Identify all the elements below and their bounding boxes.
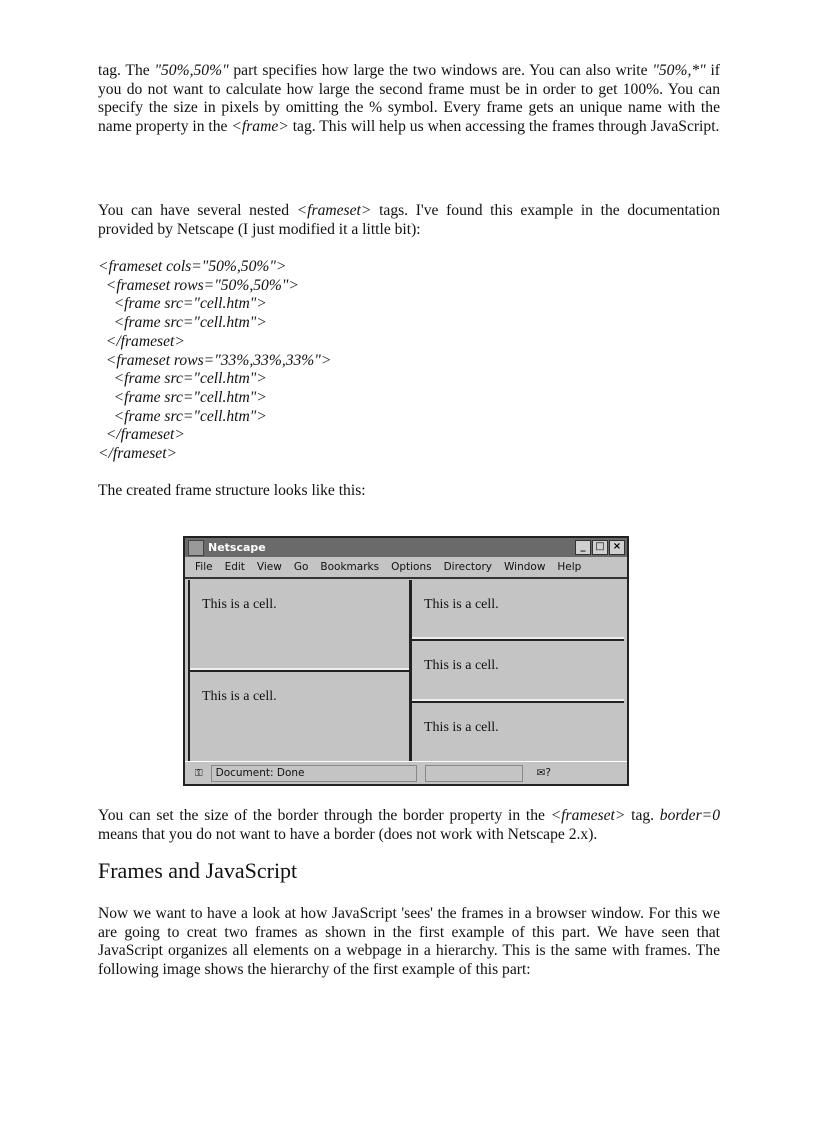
minimize-icon: _ <box>575 540 591 555</box>
menu-window: Window <box>504 561 546 573</box>
code-line: <frameset cols="50%,50%"> <box>98 258 287 275</box>
section-heading: Frames and JavaScript <box>98 858 298 883</box>
code-line: </frameset> <box>98 426 185 444</box>
paragraph-nested <box>98 202 720 239</box>
frame-cell: This is a cell. <box>412 580 624 641</box>
paragraph-frameset-size <box>98 62 720 136</box>
frame-cell: This is a cell. <box>412 641 624 702</box>
right-frameset <box>412 580 624 762</box>
status-bar <box>185 761 627 784</box>
close-icon: × <box>609 540 625 555</box>
code-line: <frame src="cell.htm"> <box>98 314 267 332</box>
netscape-window-figure <box>183 536 629 786</box>
status-text: Document: Done <box>211 765 417 782</box>
text: "50%,50%" <box>154 62 229 79</box>
maximize-icon: □ <box>592 540 608 555</box>
progress-box <box>425 765 523 782</box>
frames-area <box>188 580 624 762</box>
code-line: <frame src="cell.htm"> <box>98 295 267 313</box>
menu-bar <box>185 557 627 579</box>
paragraph-structure: The created frame structure looks like this: <box>98 482 366 499</box>
text: tags. I've found this example in the documentation provided by Netscape (I just modified it a little bit): <box>98 202 720 238</box>
text: <frameset> <box>296 202 372 219</box>
menu-edit: Edit <box>224 561 245 573</box>
code-line: </frameset> <box>98 332 185 350</box>
text: <frame> <box>231 117 289 135</box>
paragraph-border <box>98 807 720 844</box>
text: border=0 <box>659 807 720 824</box>
menu-help: Help <box>557 561 582 573</box>
menu-view: View <box>256 561 282 573</box>
text: You can set the size of the border through the border property in the <box>98 807 551 824</box>
paragraph-javascript-frames: Now we want to have a look at how JavaScript 'sees' the frames in a browser window. For this we are going to creat two frames as shown in the first example of this part. We have seen that JavaScript organizes all elements on a webpage in a hierarchy. This is the same with frames. The following image shows the hierarchy of the first example of this part: <box>98 905 720 978</box>
window-title: Netscape <box>208 541 266 554</box>
code-line: <frame src="cell.htm"> <box>98 388 267 406</box>
netscape-app-icon <box>188 540 204 556</box>
code-line: <frameset rows="50%,50%"> <box>98 276 299 294</box>
menu-options: Options <box>391 561 432 573</box>
text: tag. The <box>98 62 155 79</box>
text: part specifies how large the two windows are. You can also write <box>228 62 653 79</box>
code-line: <frameset rows="33%,33%,33%"> <box>98 351 332 369</box>
frame-cell: This is a cell. <box>190 580 409 672</box>
menu-go: Go <box>293 561 309 573</box>
code-line: <frame src="cell.htm"> <box>98 407 267 425</box>
frame-cell: This is a cell. <box>202 689 277 704</box>
text: tag. <box>625 807 660 824</box>
code-line: <frame src="cell.htm"> <box>98 370 267 388</box>
code-line: </frameset> <box>98 445 178 463</box>
menu-file: File <box>195 561 213 573</box>
text: if you do not want to calculate how large the second frame must be in order to get 100%. You can specify the size in pixels by omitting the % symbol. Every frame gets an unique name with the name property in the <box>98 62 720 135</box>
text: You can have several nested <box>98 202 297 219</box>
title-bar <box>185 538 627 557</box>
menu-directory: Directory <box>443 561 492 573</box>
mail-icon: ✉? <box>536 767 551 779</box>
security-key-icon: ⚿ <box>195 767 203 779</box>
text: <frameset> <box>550 807 626 824</box>
text: "50%,*" <box>652 62 706 79</box>
left-frameset <box>188 580 412 762</box>
frame-cell: This is a cell. <box>424 719 499 735</box>
code-example <box>98 258 331 464</box>
text: tag. This will help us when accessing the frames through JavaScript. <box>288 117 720 135</box>
text: means that you do not want to have a border (does not work with Netscape 2.x). <box>98 825 598 843</box>
menu-bookmarks: Bookmarks <box>320 561 380 573</box>
